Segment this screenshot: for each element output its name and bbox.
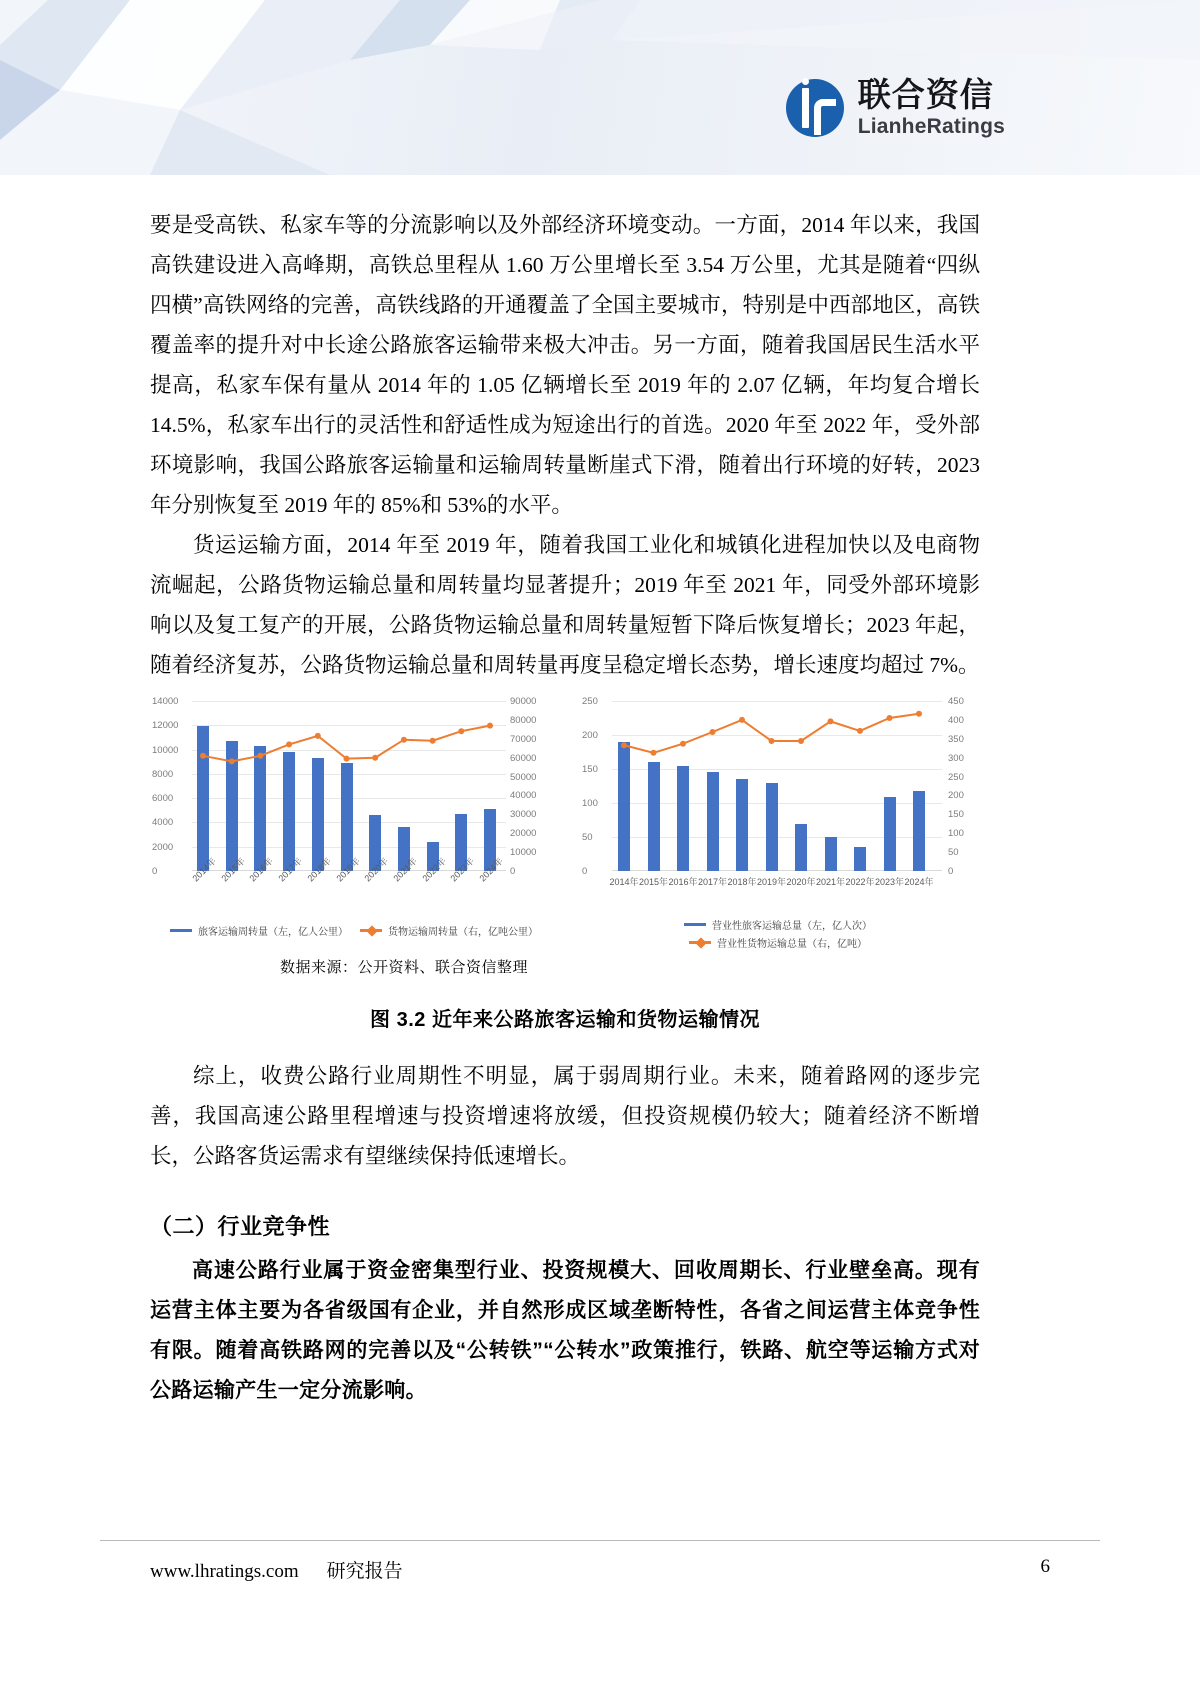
- y-right-tick: 30000: [510, 809, 537, 821]
- logo-dot-icon: [802, 78, 809, 85]
- legend-swatch-line-icon: [689, 941, 711, 944]
- chart-volume-plot: [582, 696, 964, 877]
- x-tick-label: 2014年: [609, 877, 639, 887]
- y-left-tick: 14000: [152, 696, 179, 707]
- section-heading-competition: （二）行业竞争性: [150, 1214, 331, 1239]
- legend-label: 旅客运输周转量（左，亿人公里）: [198, 927, 348, 938]
- x-tick-label: 2018年: [305, 855, 333, 884]
- x-tick-label: 2023年: [448, 855, 477, 884]
- y-right-tick: 100: [948, 828, 964, 840]
- chart-volume: [578, 696, 978, 950]
- y-left-tick: 2000: [152, 841, 174, 853]
- x-tick-label: 2016年: [247, 855, 276, 884]
- document-body: [150, 205, 980, 1411]
- x-tick-label: 2019年: [756, 877, 787, 887]
- lianhe-circle-logo-icon: [786, 79, 844, 137]
- page-header-banner: [0, 0, 1200, 175]
- header-decorative-polygons: [0, 0, 1200, 175]
- page-footer: [150, 1556, 1050, 1583]
- x-tick-label: 2020年: [362, 855, 391, 884]
- y-right-tick: 350: [948, 733, 964, 745]
- x-tick-label: 2019年: [333, 855, 362, 884]
- y-right-tick: 50000: [510, 771, 537, 783]
- legend-item: [684, 917, 872, 932]
- legend-label: 营业性旅客运输总量（左，亿人次）: [712, 921, 872, 932]
- chart-turnover-plot: [152, 696, 537, 877]
- chart-volume-xaxis: [609, 871, 978, 891]
- paragraph-competition: 高速公路行业属于资金密集型行业、投资规模大、回收周期长、行业壁垒高。现有运营主体主要为各省级国有企业，并自然形成区域垄断特性，各省之间运营主体竞争性有限。随着高铁路网的完善以及“公转铁”“公转水”政策推行，铁路、航空等运输方式对公路运输产生一定分流影响。: [150, 1259, 980, 1402]
- x-tick-label: 2023年: [874, 877, 905, 887]
- line-series-freight-volume: [612, 701, 942, 871]
- y-left-tick: 10000: [152, 744, 179, 756]
- legend-swatch-bar-icon: [170, 929, 192, 932]
- brand-text: [858, 78, 1005, 137]
- y-right-tick: 0: [510, 866, 516, 877]
- x-tick-label: 2016年: [668, 877, 698, 887]
- y-left-tick: 50: [582, 832, 593, 843]
- x-tick-label: 2021年: [391, 855, 419, 884]
- y-right-tick: 90000: [510, 696, 537, 707]
- y-left-tick: 200: [582, 730, 598, 741]
- legend-label: 货物运输周转量（右，亿吨公里）: [388, 927, 538, 938]
- footer-divider: [100, 1540, 1100, 1541]
- figure-caption: 图 3.2 近年来公路旅客运输和货物运输情况: [370, 1009, 760, 1031]
- y-right-tick: 150: [948, 809, 964, 821]
- y-right-tick: 60000: [510, 752, 537, 764]
- legend-label: 营业性货物运输总量（右，亿吨）: [717, 939, 867, 950]
- x-tick-label: 2017年: [276, 855, 305, 884]
- x-tick-label: 2022年: [845, 877, 875, 887]
- y-right-tick: 450: [948, 696, 964, 707]
- x-tick-label: 2017年: [697, 877, 728, 887]
- y-left-tick: 4000: [152, 817, 174, 829]
- brand-name-en: LianheRatings: [857, 115, 1005, 138]
- y-right-tick: 70000: [510, 733, 537, 745]
- y-right-tick: 80000: [510, 714, 537, 726]
- chart-turnover-xaxis: [190, 855, 558, 917]
- brand-logo: [786, 78, 1005, 137]
- legend-item: [360, 923, 538, 938]
- chart-turnover: [150, 696, 558, 938]
- chart-volume-legend: [578, 917, 978, 950]
- y-right-tick: 40000: [510, 790, 537, 802]
- x-tick-label: 2018年: [727, 877, 757, 887]
- y-left-tick: 150: [582, 764, 598, 775]
- y-right-tick: 50: [948, 847, 959, 859]
- paragraph-summary: 综上，收费公路行业周期性不明显，属于弱周期行业。未来，随着路网的逐步完善，我国高速公路里程增速与投资增速将放缓，但投资规模仍较大；随着经济不断增长，公路客货运需求有望继续保持低速增长。: [150, 1064, 980, 1168]
- legend-swatch-line-icon: [360, 929, 382, 932]
- y-left-tick: 8000: [152, 768, 174, 780]
- legend-swatch-bar-icon: [684, 923, 706, 926]
- y-left-tick: 250: [582, 696, 598, 707]
- footer-site-url: www.lhratings.com: [150, 1561, 299, 1582]
- y-right-tick: 200: [948, 790, 964, 802]
- x-tick-label: 2015年: [219, 855, 247, 884]
- chart-turnover-legend: [150, 923, 558, 938]
- x-tick-label: 2020年: [786, 877, 816, 887]
- x-tick-label: 2024年: [904, 877, 934, 887]
- y-right-tick: 0: [948, 866, 954, 877]
- y-left-tick: 6000: [152, 793, 174, 805]
- y-right-tick: 250: [948, 771, 964, 783]
- y-left-tick: 100: [582, 798, 598, 809]
- brand-name-cn: 联合资信: [857, 76, 994, 113]
- figure-3-2-charts: [150, 696, 980, 950]
- x-tick-label: 2015年: [638, 877, 669, 887]
- line-series-freight-turnover: [192, 701, 506, 871]
- page-number: 6: [1040, 1556, 1050, 1577]
- x-tick-label: 2014年: [190, 855, 219, 884]
- y-right-tick: 400: [948, 714, 964, 726]
- legend-item: [689, 935, 867, 950]
- y-left-tick: 0: [152, 866, 158, 877]
- x-tick-label: 2021年: [815, 877, 846, 887]
- legend-item: [170, 923, 348, 938]
- paragraph-passenger-transport: 要是受高铁、私家车等的分流影响以及外部经济环境变动。一方面，2014 年以来，我国高铁建设进入高峰期，高铁总里程从 1.60 万公里增长至 3.54 万公里，尤其是随着“四纵四横”高铁网络的完善，高铁线路的开通覆盖了全国主要城市，特别是中西部地区，高铁覆盖率的提升对中长途公路旅客运输带来极大冲击。另一方面，随着我国居民生活水平提高，私家车保有量从 2014 年的 1.05 亿辆增长至 2019 年的 2.07 亿辆，年均复合增长 14.5%，私家车出行的灵活性和舒适性成为短途出行的首选。2020 年至 2022 年，受外部环境影响，我国公路旅客运输量和运输周转量断崖式下滑，随着出行环境的好转，2023 年分别恢复至 2019 年的 85%和 53%的水平。: [150, 213, 980, 517]
- y-left-tick: 0: [582, 866, 588, 877]
- y-left-tick: 12000: [152, 720, 179, 732]
- footer-doc-type: 研究报告: [326, 1561, 403, 1582]
- x-tick-label: 2024年: [477, 855, 506, 884]
- figure-source-note: 数据来源：公开资料、联合资信整理: [280, 959, 529, 976]
- paragraph-freight-transport: 货运运输方面，2014 年至 2019 年，随着我国工业化和城镇化进程加快以及电商物流崛起，公路货物运输总量和周转量均显著提升；2019 年至 2021 年，同受外部环境影响以及复工复产的开展，公路货物运输总量和周转量短暂下降后恢复增长；2023 年起，随着经济复苏，公路货物运输总量和周转量再度呈稳定增长态势，增长速度均超过 7%。: [150, 533, 980, 677]
- x-tick-label: 2022年: [420, 855, 448, 884]
- y-right-tick: 20000: [510, 828, 537, 840]
- y-right-tick: 300: [948, 752, 964, 764]
- y-right-tick: 10000: [510, 847, 537, 859]
